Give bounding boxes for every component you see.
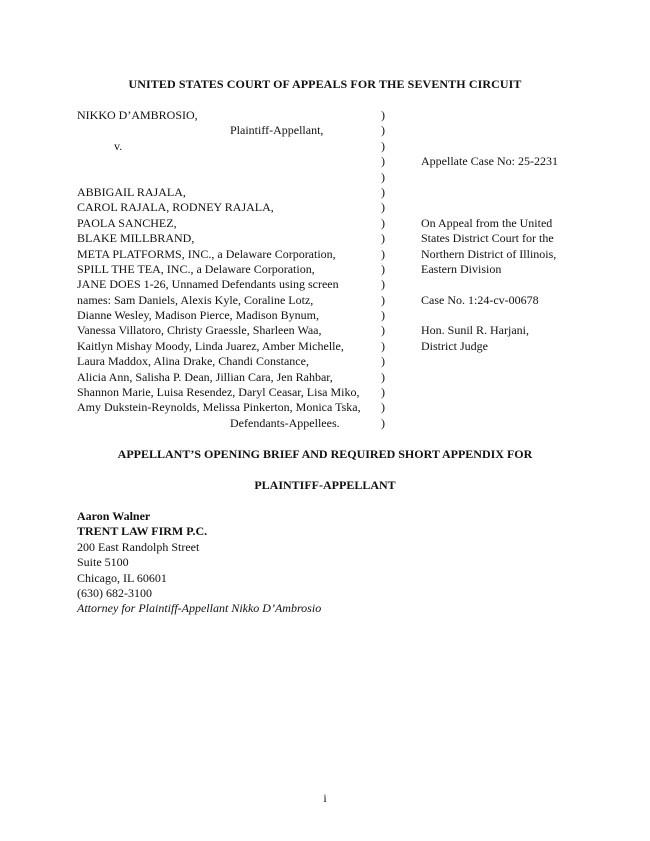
defendant-line: JANE DOES 1-26, Unnamed Defendants using screen	[77, 277, 339, 292]
law-firm-name: TRENT LAW FIRM P.C.	[77, 524, 208, 539]
brief-title-line2: PLAINTIFF-APPELLANT	[254, 478, 396, 492]
paren: )	[381, 184, 385, 199]
paren: )	[381, 261, 385, 276]
address-line-2: Suite 5100	[77, 555, 129, 570]
spacer-line	[421, 139, 601, 154]
district-case-number: Case No. 1:24-cv-00678	[421, 292, 539, 307]
parties-column	[77, 108, 382, 431]
defendant-line: Dianne Wesley, Madison Pierce, Madison Bynum,	[77, 308, 319, 323]
paren: )	[381, 215, 385, 230]
appeal-from-line: States District Court for the	[421, 231, 554, 246]
paren: )	[381, 292, 385, 307]
appeal-from-line: Northern District of Illinois,	[421, 246, 557, 261]
spacer-line	[421, 277, 601, 292]
case-info-column	[421, 108, 601, 354]
paren: )	[381, 415, 385, 430]
address-city: Chicago, IL 60601	[77, 570, 167, 585]
paren: )	[381, 277, 385, 292]
defendants-role: Defendants-Appellees.	[230, 415, 340, 430]
page-number: i	[323, 791, 327, 805]
paren: )	[381, 385, 385, 400]
paren: )	[381, 123, 385, 138]
paren: )	[381, 169, 385, 184]
defendant-line: META PLATFORMS, INC., a Delaware Corporation,	[77, 246, 336, 261]
brief-title: APPELLANT’S OPENING BRIEF AND REQUIRED SHORT APPENDIX FOR	[117, 447, 533, 461]
spacer-line	[421, 123, 601, 138]
appeal-from-line: On Appeal from the United	[421, 215, 553, 230]
versus: v.	[114, 138, 123, 153]
plaintiff-name: NIKKO D’AMBROSIO,	[77, 108, 198, 122]
defendant-line: Vanessa Villatoro, Christy Graessle, Sharleen Waa,	[77, 323, 322, 338]
defendant-line: BLAKE MILLBRAND,	[77, 231, 195, 246]
judge-line: District Judge	[421, 338, 488, 353]
paren: )	[381, 138, 385, 153]
case-caption	[77, 108, 597, 430]
defendant-line: CAROL RAJALA, RODNEY RAJALA,	[77, 200, 274, 215]
defendant-line: SPILL THE TEA, INC., a Delaware Corporation,	[77, 261, 315, 276]
parenthesis-column	[381, 108, 391, 431]
paren: )	[381, 338, 385, 353]
paren: )	[381, 323, 385, 338]
spacer-line	[421, 200, 601, 215]
defendant-line: Shannon Marie, Luisa Resendez, Daryl Ceasar, Lisa Miko,	[77, 385, 360, 400]
paren: )	[381, 200, 385, 215]
paren: )	[381, 154, 385, 169]
plaintiff-role: Plaintiff-Appellant,	[230, 123, 324, 138]
defendant-line: names: Sam Daniels, Alexis Kyle, Coraline Lotz,	[77, 292, 314, 307]
spacer-line	[421, 185, 601, 200]
spacer-line	[421, 308, 601, 323]
paren: )	[381, 400, 385, 415]
spacer-line	[421, 170, 601, 185]
spacer-line	[77, 170, 382, 185]
attorney-role: Attorney for Plaintiff-Appellant Nikko D’Ambrosio	[77, 601, 322, 616]
appellate-case-number: Appellate Case No: 25-2231	[421, 154, 558, 169]
defendant-line: Laura Maddox, Alina Drake, Chandi Constance,	[77, 354, 309, 369]
defendant-line: Kaitlyn Mishay Moody, Linda Juarez, Amber Michelle,	[77, 338, 344, 353]
judge-line: Hon. Sunil R. Harjani,	[421, 323, 529, 338]
defendant-line: Amy Dukstein-Reynolds, Melissa Pinkerton, Monica Tska,	[77, 400, 361, 415]
spacer-line	[421, 108, 601, 123]
paren: )	[381, 354, 385, 369]
appeal-from-line: Eastern Division	[421, 261, 502, 276]
spacer-line	[77, 154, 382, 169]
defendant-line: ABBIGAIL RAJALA,	[77, 184, 186, 199]
paren: )	[381, 231, 385, 246]
attorney-name: Aaron Walner	[77, 509, 151, 523]
defendant-line: Alicia Ann, Salisha P. Dean, Jillian Cara, Jen Rahbar,	[77, 369, 333, 384]
address-line-1: 200 East Randolph Street	[77, 539, 200, 554]
paren: )	[381, 308, 385, 323]
phone-number: (630) 682-3100	[77, 585, 152, 600]
paren: )	[381, 108, 385, 122]
paren: )	[381, 369, 385, 384]
court-title: UNITED STATES COURT OF APPEALS FOR THE SEVENTH CIRCUIT	[128, 77, 522, 91]
defendant-line: PAOLA SANCHEZ,	[77, 215, 177, 230]
counsel-block	[77, 509, 477, 617]
paren: )	[381, 246, 385, 261]
